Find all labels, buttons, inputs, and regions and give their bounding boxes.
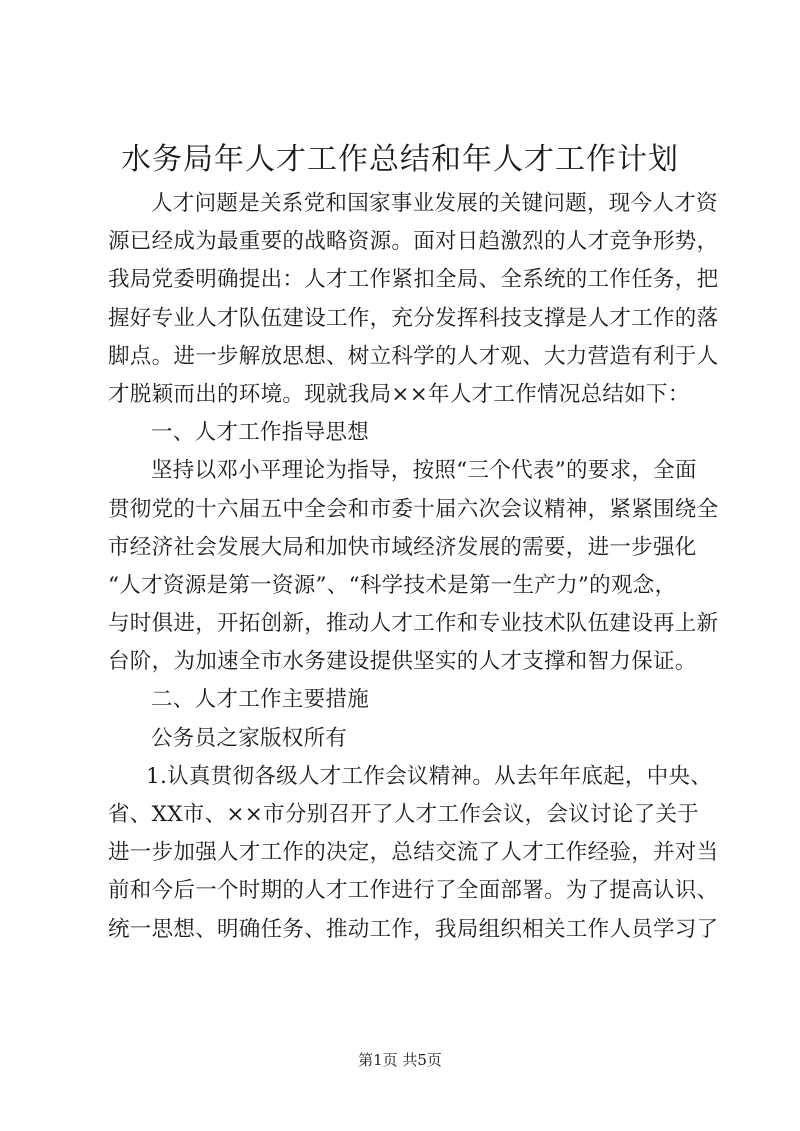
paragraph-line: 市经济社会发展大局和加快市域经济发展的需要，进一步强化 [108, 534, 697, 560]
paragraph-line: 与时俱进，开拓创新，推动人才工作和专业技术队伍建设再上新 [108, 611, 719, 637]
document-title: 水务局年人才工作总结和年人才工作计划 [121, 142, 679, 177]
paragraph-line: 我局党委明确提出：人才工作紧扣全局、全系统的工作任务，把 [108, 267, 719, 293]
paragraph-line: 1.认真贯彻各级人才工作会议精神。从去年年底起，中央、 [146, 763, 713, 789]
paragraph-line: 人才问题是关系党和国家事业发展的关键问题，现今人才资 [151, 191, 718, 216]
copyright-line: 公务员之家版权所有 [151, 725, 348, 751]
paragraph-line: 脚点。进一步解放思想、树立科学的人才观、大力营造有利于人 [108, 343, 719, 369]
paragraph-line: 才脱颖而出的环境。现就我局××年人才工作情况总结如下： [108, 381, 690, 407]
paragraph-line: 源已经成为最重要的战略资源。面对日趋激烈的人才竞争形势， [108, 229, 719, 255]
page-number-footer: 第1页 共5页 [358, 1051, 442, 1069]
paragraph-line: 坚持以邓小平理论为指导，按照“三个代表”的要求，全面 [151, 458, 697, 484]
paragraph-line: 前和今后一个时期的人才工作进行了全面部署。为了提高认识、 [108, 878, 719, 904]
paragraph-line: 贯彻党的十六届五中全会和市委十届六次会议精神，紧紧围绕全 [108, 496, 719, 522]
section-heading: 二、人才工作主要措施 [151, 687, 370, 713]
paragraph-line: 台阶，为加速全市水务建设提供坚实的人才支撑和智力保证。 [108, 649, 697, 675]
paragraph-line: 进一步加强人才工作的决定，总结交流了人才工作经验，并对当 [108, 840, 719, 866]
paragraph-line: 省、XX市、××市分别召开了人才工作会议，会议讨论了关于 [108, 802, 700, 827]
section-heading: 一、人才工作指导思想 [151, 420, 370, 446]
paragraph-line: “人才资源是第一资源”、“科学技术是第一生产力”的观念， [108, 572, 677, 598]
paragraph-line: 握好专业人才队伍建设工作，充分发挥科技支撑是人才工作的落 [108, 305, 719, 331]
paragraph-line: 统一思想、明确任务、推动工作，我局组织相关工作人员学习了 [108, 916, 719, 942]
document-body [108, 185, 719, 949]
